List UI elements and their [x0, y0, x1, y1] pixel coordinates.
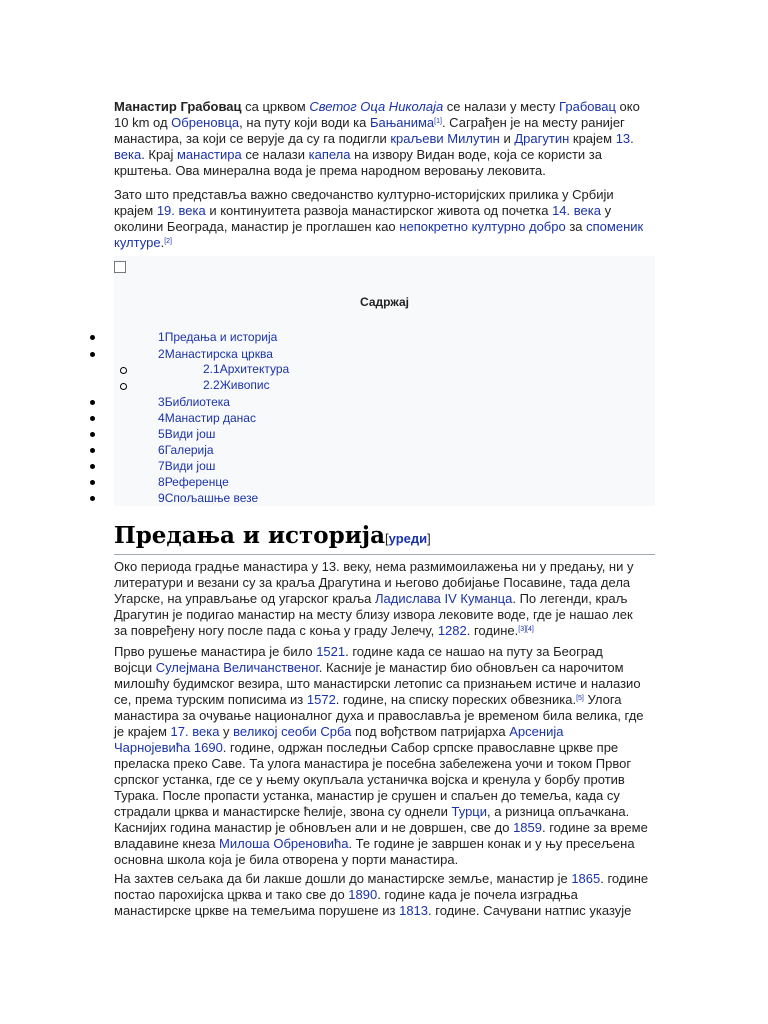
link-turks[interactable]: Турци	[451, 804, 488, 819]
link-14th-century[interactable]: 14. века	[552, 203, 601, 218]
text: , на путу који води ка	[239, 115, 370, 130]
link-immovable-cultural-heritage[interactable]: непокретно културно добро	[399, 219, 566, 234]
link-ladislaus-iv[interactable]: Ладислава IV Куманца	[374, 591, 513, 606]
text: се, према турским пописима из	[114, 692, 307, 707]
history-paragraph-1	[114, 559, 659, 639]
toc-item-number: 6	[158, 443, 165, 457]
link-dragutin[interactable]: Драгутин	[514, 131, 570, 146]
link-banjani[interactable]: Бањанима	[369, 115, 435, 130]
section-title: Предања и историја	[114, 522, 386, 549]
toc-item[interactable]	[158, 411, 256, 425]
toc-bullet	[90, 464, 95, 469]
text: је крајем	[114, 724, 171, 739]
toc-item-number: 7	[158, 459, 165, 473]
text: . године. Сачувани натпис указује	[428, 903, 632, 918]
text: за	[565, 219, 587, 234]
link-milos-obrenovic[interactable]: Милоша Обреновића	[219, 836, 349, 851]
text: манастира, за који се верује да су га подигли	[114, 131, 391, 146]
link-carnojevic[interactable]: Чарнојевића	[114, 740, 191, 755]
toc-item[interactable]	[158, 443, 214, 457]
toc-item[interactable]	[203, 362, 289, 376]
toc-item-number: 3	[158, 395, 165, 409]
edit-bracket-close: ]	[427, 531, 431, 546]
link-obrenovac[interactable]: Обреновца	[171, 115, 240, 130]
edit-bracket-open: [	[385, 531, 389, 546]
link-13th-century[interactable]: 13.	[615, 131, 634, 146]
text: Прво рушење манастира је било	[114, 644, 317, 659]
toc-bullet	[90, 335, 95, 340]
toc-bullet	[90, 400, 95, 405]
text: под вођством патријарха	[351, 724, 510, 739]
toc-item-label: Манастир данас	[164, 411, 256, 425]
link-1859[interactable]: 1859	[513, 820, 542, 835]
toc-item[interactable]	[158, 475, 229, 489]
toc-item[interactable]	[158, 459, 215, 473]
text: Турака. После пропасти устанка, манастир је срушен и спаљен до темеља, када су	[114, 788, 620, 803]
toc-item-number: 9	[158, 491, 165, 505]
text: у	[600, 203, 612, 218]
text: Угарске, на управљање од угарског краља	[114, 591, 375, 606]
article-subject: Манастир Грабовац	[114, 99, 242, 114]
toc-subbullet	[120, 383, 127, 390]
text: . године када се нашао на путу за Београд	[345, 644, 603, 659]
toc-item[interactable]	[203, 378, 270, 392]
toc-item-number: 2	[158, 347, 165, 361]
text: . године када је почела изградња	[377, 887, 578, 902]
text: . Касније је манастир био обновљен са нарочитом	[318, 660, 624, 675]
text: литератури и везани су за краља Драгутина и његово добијање Посавине, тада дела	[114, 575, 631, 590]
toc-title: Садржај	[360, 295, 409, 309]
link-19th-century[interactable]: 19. века	[156, 203, 206, 218]
link-1572[interactable]: 1572	[306, 692, 336, 707]
text: у	[219, 724, 234, 739]
toc-item-label: Референце	[164, 475, 229, 489]
link-17th-century[interactable]: 17. века	[170, 724, 220, 739]
toc-item-label: Библиотека	[164, 395, 230, 409]
citation-1[interactable]: [1]	[434, 118, 442, 125]
link-1865[interactable]: 1865	[571, 871, 601, 886]
text: манастира за очување националног духа и православља је временом била велика, где	[114, 708, 644, 723]
intro-paragraph-1	[114, 99, 659, 179]
text: крајем	[569, 131, 616, 146]
toc-item-label: Архитектура	[219, 362, 290, 376]
text: преласка преко Саве. Та улога манастира је посебна забележена уочи и током Првог	[114, 756, 632, 771]
text: српског устанка, где се у њему окупљала устаничка војска и кренула у борбу против	[114, 772, 625, 787]
toc-item-label: Живопис	[219, 378, 270, 392]
toc-bullet	[90, 480, 95, 485]
link-saint-nicholas[interactable]: Светог Оца Николаја	[309, 99, 444, 114]
text: и	[499, 131, 515, 146]
toc-item[interactable]	[158, 427, 215, 441]
toc-bullet	[90, 496, 95, 501]
toc-item-number: 8	[158, 475, 165, 489]
text: Око периода градње манастира у 13. веку, нема размимоилажења ни у предању, ни у	[114, 559, 634, 574]
toc-item-number: 5	[158, 427, 165, 441]
toc-item-number: 2.1	[203, 362, 220, 376]
text: . Саграђен је на месту ранијег	[441, 115, 625, 130]
toc-bullet	[90, 432, 95, 437]
toc-subbullet	[120, 367, 127, 374]
text: око	[615, 99, 640, 114]
text: и континуитета развоја манастирског живота од почетка	[205, 203, 553, 218]
toc-item[interactable]	[158, 395, 230, 409]
toc-item-label: Види још	[164, 459, 216, 473]
text: Улога	[583, 692, 622, 707]
link-1690[interactable]: 1690	[193, 740, 223, 755]
link-century[interactable]: века	[114, 147, 142, 162]
link-cultural-monument[interactable]: споменик	[586, 219, 644, 234]
text: владавине кнеза	[114, 836, 220, 851]
text: , а ризница опљачкана.	[487, 804, 630, 819]
text: околини Београда, манастир је проглашен као	[114, 219, 400, 234]
toc-item[interactable]	[158, 330, 277, 344]
link-great-migration[interactable]: великој сеоби Срба	[233, 724, 352, 739]
link-1282[interactable]: 1282	[437, 623, 467, 638]
toc-item-label: Галерија	[164, 443, 214, 457]
toc-item[interactable]	[158, 347, 273, 361]
text: . По легенди, краљ	[512, 591, 628, 606]
link-1813[interactable]: 1813	[399, 903, 429, 918]
toc-bullet	[90, 448, 95, 453]
edit-section	[385, 531, 431, 546]
link-suleiman[interactable]: Сулејмана Величанственог	[155, 660, 319, 675]
link-monastery[interactable]: манастира	[176, 147, 242, 162]
text: Драгутин је подигао манастир на месту близу извора лековите воде, где је нашао лек	[114, 607, 633, 622]
text: На захтев сељака да би лакше дошли до манастирске земље, манастир је	[114, 871, 572, 886]
toc-toggle-checkbox[interactable]	[114, 261, 126, 273]
text: се налази	[241, 147, 309, 162]
toc-item-label: Предања и историја	[164, 330, 278, 344]
text: крштења. Ова минерална вода је према народном веровању лековита.	[114, 163, 546, 178]
link-chapel[interactable]: капела	[308, 147, 351, 162]
text: . Те године је завршен конак и у њу пресељена	[348, 836, 635, 851]
citation-2[interactable]: [2]	[164, 238, 172, 245]
text: . године, одржан последњи Сабор српске православне цркве пре	[222, 740, 619, 755]
text: . године	[600, 871, 649, 886]
toc-item-number: 4	[158, 411, 165, 425]
link-arsenije[interactable]: Арсенија	[509, 724, 564, 739]
citation-5[interactable]: [5]	[576, 695, 584, 702]
link-culture[interactable]: културе	[114, 235, 161, 250]
text: постао парохијска црква и тако све до	[114, 887, 349, 902]
section-heading	[114, 521, 655, 555]
text: милошћу будимског везира, што манастирски летопис са признањем истиче и налазио	[114, 676, 641, 691]
intro-paragraph-2	[114, 187, 659, 251]
toc-item-number: 1	[158, 330, 165, 344]
text: Каснијих година манастир је обновљен али и не довршен, све до	[114, 820, 514, 835]
citation-3-4[interactable]: [3][4]	[518, 626, 534, 633]
link-king-milutin[interactable]: краљеви Милутин	[390, 131, 500, 146]
text: манастирске цркве на темељима порушене из	[114, 903, 400, 918]
text: војсци	[114, 660, 156, 675]
toc-item-number: 2.2	[203, 378, 220, 392]
toc-bullet	[90, 416, 95, 421]
link-grabovac[interactable]: Грабовац	[559, 99, 616, 114]
toc-item[interactable]	[158, 491, 258, 505]
text: за повређену ногу после пада с коња у граду Јелечу,	[114, 623, 438, 638]
toc-item-label: Спољашње везе	[164, 491, 259, 505]
text: крајем	[114, 203, 157, 218]
text: се налази у месту	[443, 99, 560, 114]
text: са црквом	[241, 99, 310, 114]
history-paragraph-3	[114, 871, 659, 919]
text: 10 km од	[114, 115, 172, 130]
text: . године, на списку пореских обвезника.	[335, 692, 577, 707]
link-1890[interactable]: 1890	[348, 887, 378, 902]
text: . године за време	[541, 820, 648, 835]
link-1521[interactable]: 1521	[316, 644, 346, 659]
text: .	[160, 235, 165, 250]
text: Зато што представља важно сведочанство културно-историјских прилика у Србији	[114, 187, 614, 202]
edit-link[interactable]: уреди	[388, 531, 428, 546]
history-paragraph-2	[114, 644, 659, 868]
text: . године.	[466, 623, 519, 638]
toc-item-label: Види још	[164, 427, 216, 441]
toc-item-label: Манастирска црква	[164, 347, 273, 361]
toc-bullet	[90, 352, 95, 357]
text: основна школа која је била отворена у порти манастира.	[114, 852, 459, 867]
text: . Крај	[141, 147, 177, 162]
text: на извору Видан воде, која се користи за	[350, 147, 603, 162]
text: страдали црква и манастирске ћелије, звона су однели	[114, 804, 452, 819]
